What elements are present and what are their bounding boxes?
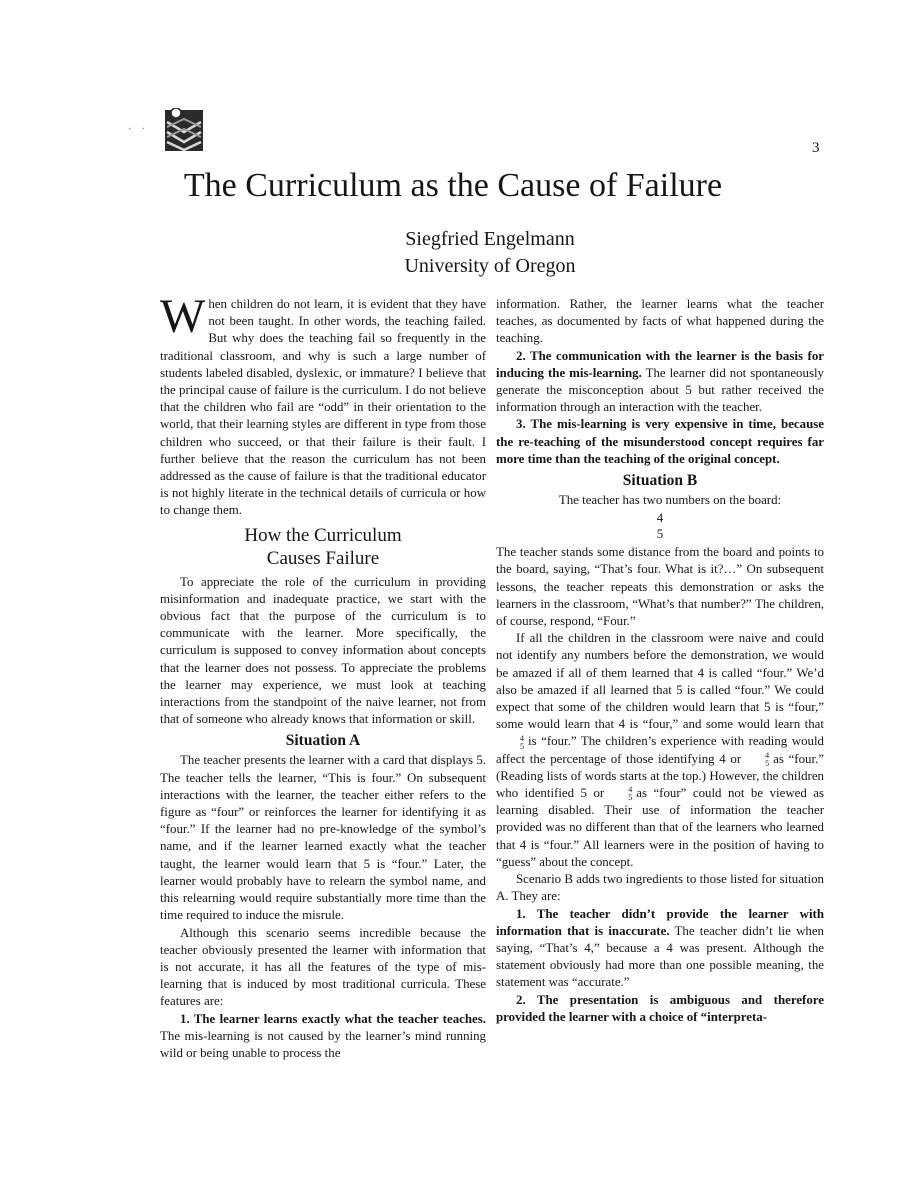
stacked-numbers: 4 5 bbox=[765, 750, 770, 768]
journal-logo-icon bbox=[164, 108, 204, 152]
page-number: 3 bbox=[812, 140, 820, 156]
author-name: Siegfried Engelmann bbox=[405, 228, 575, 250]
author-affiliation: University of Oregon bbox=[404, 255, 576, 277]
list-item-1: 1. The learner learns exactly what the teacher teaches. The mis-learning is not caused by the learner’s mind running wild or being unable to process the bbox=[160, 1011, 486, 1060]
list-item-3: 3. The mis-learning is very expensive in time, because the re-teaching of the misunderstood concept requires far more time than the teaching of the original concept. bbox=[496, 417, 824, 466]
drop-cap: W bbox=[160, 290, 206, 343]
list-item-2: 2. The communication with the learner is the basis for inducing the mis-learning. The learner did not spontaneously generate the misconception about 5 but rather received the information through an interaction with the teacher. bbox=[496, 348, 824, 415]
board-number-bottom: 5 bbox=[656, 526, 664, 541]
board-intro: The teacher has two numbers on the board: bbox=[558, 493, 782, 508]
board-number-top: 4 bbox=[656, 511, 664, 526]
intro-paragraph: When children do not learn, it is evident that they have not been taught. In other words, the teaching failed. But why does the teaching fail so frequently in the traditional classroom, and why is such a large number of students labeled disabled, dyslexic, or immature? I believe that the principal cause of failure is the curriculum. I do not believe that the children who fail are “odd” in their orientation to the world, that their learning styles are different in type from those children who succeed, or that their failure is their fault. I further believe that the reason the curriculum has not been addressed as the cause of failure is that the traditional educator is not highly literate in the technical details of curricula or how to change them. bbox=[160, 290, 486, 518]
paragraph: The teacher presents the learner with a card that displays 5. The teacher tells the learner, “This is four.” On subsequent interactions with the learner, the teacher either refers to the figure as “four” or reinforces the learner for identifying it as “four.” If the learner had no pre-knowledge of the symbol’s name, and if the learner learned exactly what the teacher taught, the learner would learn that 5 is “four.” Later, the learner would probably have to relearn the symbol name, and this relearning would require substantially more time than the time required to induce the misrule. bbox=[160, 753, 486, 923]
list-item-1: 1. The teacher didn’t provide the learner with information that is inaccurate. The teacher didn’t lie when saying, “That’s 4,” because a 4 was present. Although the statement obviously had more than one possible meaning, the statement was “accurate.” bbox=[496, 906, 824, 990]
left-column bbox=[160, 290, 486, 1062]
right-column bbox=[496, 296, 824, 1026]
section-heading: How the Curriculum Causes Failure bbox=[244, 524, 402, 569]
subheading-situation-a: Situation A bbox=[285, 732, 361, 750]
article-title: The Curriculum as the Cause of Failure bbox=[183, 167, 723, 204]
stacked-numbers: 4 5 bbox=[628, 785, 633, 803]
stacked-numbers: 4 5 bbox=[520, 733, 524, 751]
list-item-2: 2. The presentation is ambiguous and therefore provided the learner with a choice of “interpreta- bbox=[496, 992, 824, 1024]
paragraph-continued: information. Rather, the learner learns what the teacher teaches, as documented by facts of what happened during the teaching. bbox=[496, 297, 824, 346]
paragraph: Scenario B adds two ingredients to those listed for situation A. They are: bbox=[496, 872, 824, 904]
subheading-situation-b: Situation B bbox=[622, 472, 698, 490]
scan-specks: · · bbox=[128, 124, 150, 135]
board-numbers bbox=[496, 511, 824, 542]
paragraph: The teacher stands some distance from the board and points to the board, saying, “That’s four. What is it?…” On subsequent lessons, the teacher repeats this demonstration or asks the learners in the classroom, “What’s that number?” The children, of course, respond, “Four.” bbox=[496, 545, 824, 629]
paragraph: Although this scenario seems incredible because the teacher obviously presented the learner with information that is not accurate, it has all the features of the type of mis-learning that is induced by most traditional curricula. These features are: bbox=[160, 925, 486, 1009]
paragraph: To appreciate the role of the curriculum in providing misinformation and inadequate practice, we start with the obvious fact that the purpose of the curriculum is to communicate with the learner. More specifically, the curriculum is supposed to convey information about concepts that the learner does not possess. To appreciate the problems the learner may experience, we must look at teaching interactions from the standpoint of the naive learner, not from that of someone who already knows that information or skill. bbox=[160, 574, 486, 727]
paragraph: If all the children in the classroom were naive and could not identify any numbers before the demonstration, we would be amazed if all of them learned that 4 is called “four.” We’d also be amazed if all learned that 5 is called “four.” We could expect that some of the children would learn that 5 is “four,” some would learn that 4 is “four,” and some would learn that 4 5 is “four.” The children’s experience with reading would affect the percentage of those identifying 4 or 4 5 as “four.” (Reading lists of words starts at the top.) However, the children who identified 5 or 4 5 as “four” could not be viewed as learning disabled. Their use of information the teacher provided was no different than that of the learners who learned that 4 is “four.” All learners were in the position of having to “guess” about the concept. bbox=[496, 631, 825, 869]
author-block bbox=[340, 226, 640, 280]
